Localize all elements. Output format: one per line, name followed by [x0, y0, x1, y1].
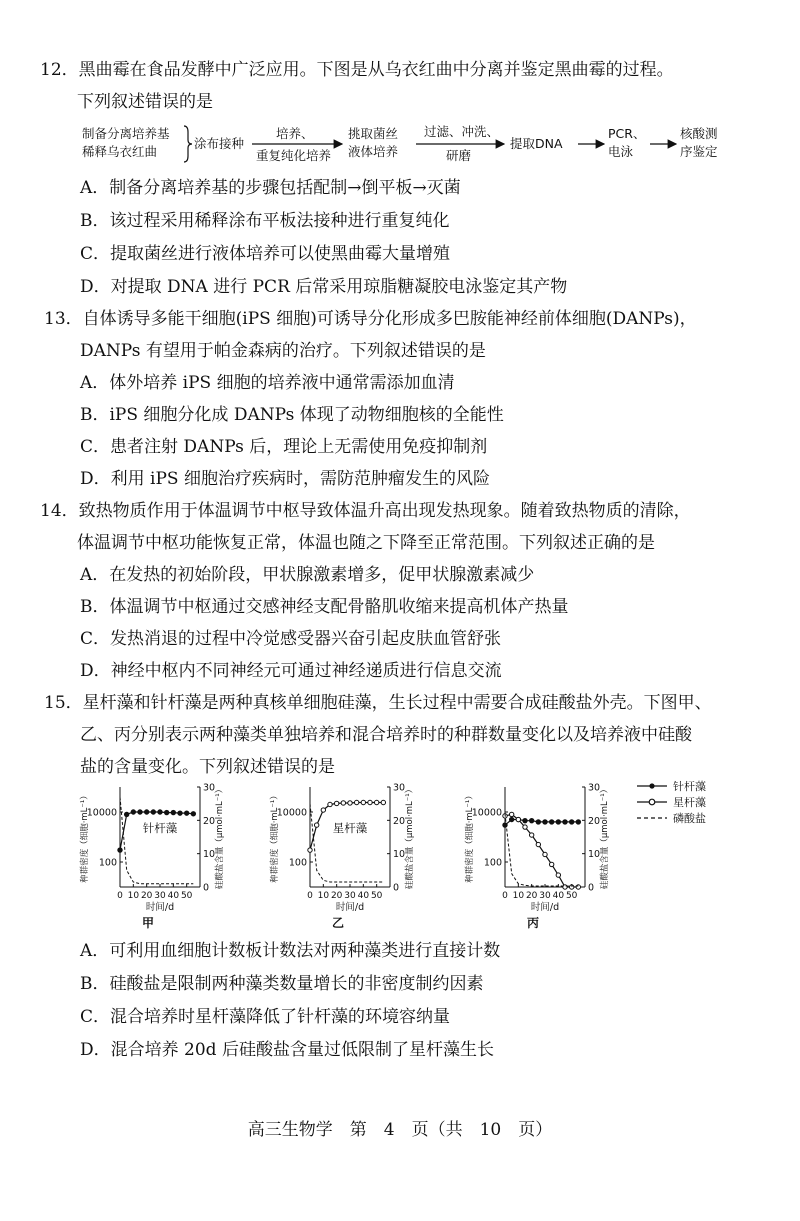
data-point: [158, 810, 162, 814]
data-point: [374, 800, 378, 804]
page-footer: 高三生物学 第 4 页（共 10 页）: [247, 1120, 553, 1140]
y-tick-label-left: 10000: [86, 807, 117, 819]
y-tick-label-right: 30: [588, 782, 601, 794]
y-tick-label-right: 30: [203, 782, 216, 794]
series-line: [505, 814, 578, 887]
data-point: [341, 801, 345, 805]
x-tick-label: 20: [140, 891, 153, 901]
q12-option-d: D．对提取 DNA 进行 PCR 后常采用琼脂糖凝胶电泳鉴定其产物: [80, 277, 568, 297]
legend-label-xing: 星杆藻: [673, 796, 706, 809]
flow-box1-line2: 稀释乌衣红曲: [82, 144, 158, 159]
flow-step4-line2: 电泳: [608, 144, 634, 159]
x-tick-label: 40: [167, 891, 180, 901]
data-point: [354, 800, 358, 804]
data-point: [543, 820, 547, 824]
data-point: [569, 885, 573, 889]
q14-option-a: A．在发热的初始阶段，甲状腺激素增多，促甲状腺激素减少: [80, 565, 535, 585]
q15-option-a: A．可利用血细胞计数板计数法对两种藻类进行直接计数: [80, 941, 501, 961]
flow-arrow2-top: 过滤、冲洗、: [424, 124, 500, 139]
q13-option-c: C．患者注射 DANPs 后，理论上无需使用免疫抑制剂: [80, 437, 488, 457]
y-tick-label-right: 20: [203, 815, 216, 827]
data-point: [328, 802, 332, 806]
data-point: [171, 810, 175, 814]
x-axis-label: 时间/d: [145, 902, 175, 913]
data-point: [314, 823, 318, 827]
data-point: [138, 810, 142, 814]
legend-marker-xing: [649, 799, 655, 805]
q12-stem-line2: 下列叙述错误的是: [77, 92, 213, 112]
data-point: [124, 812, 128, 816]
data-point: [576, 820, 580, 824]
flow-step4-line1: PCR、: [608, 126, 646, 141]
chart-panel-yi: [269, 783, 415, 931]
q14-option-b: B．体温调节中枢通过交感神经支配骨骼肌收缩来提高机体产热量: [80, 597, 569, 617]
flow-step5-line2: 序鉴定: [680, 144, 718, 159]
data-point: [191, 812, 195, 816]
chart-inner-label: 星杆藻: [332, 821, 368, 835]
data-point: [516, 817, 520, 821]
y-tick-label-right: 30: [393, 782, 406, 794]
data-point: [509, 817, 513, 821]
y-tick-label-left: 10000: [471, 807, 502, 819]
flow-step1: 涂布接种: [194, 136, 245, 151]
data-point: [381, 800, 385, 804]
y-tick-label-left: 100: [98, 857, 117, 869]
x-axis-label: 时间/d: [335, 902, 365, 913]
y-axis-label-left: 种群密度（细胞·mL⁻¹）: [80, 791, 90, 883]
q14-option-d: D．神经中枢内不同神经元可通过神经递质进行信息交流: [80, 661, 502, 681]
charts-svg: [75, 772, 745, 932]
y-tick-label-left: 10000: [276, 807, 307, 819]
data-point: [131, 810, 135, 814]
series-line: [120, 797, 193, 884]
data-point: [361, 800, 365, 804]
q13-stem-line1: 13．自体诱导多能干细胞(iPS 细胞)可诱导分化形成多巴胺能神经前体细胞(DANPs)，: [44, 309, 697, 329]
y-tick-label-right: 10: [393, 849, 406, 861]
q12-stem-line1: 12．黑曲霉在食品发酵中广泛应用。下图是从乌衣红曲中分离并鉴定黑曲霉的过程。: [40, 60, 674, 80]
x-tick-label: 30: [154, 891, 166, 901]
q14-stem-line2: 体温调节中枢功能恢复正常，体温也随之下降至正常范围。下列叙述正确的是: [77, 533, 655, 553]
data-point: [556, 873, 560, 877]
chart-panel-jia: [79, 783, 225, 931]
data-point: [144, 810, 148, 814]
data-point: [368, 800, 372, 804]
x-tick-label: 50: [180, 891, 193, 901]
data-point: [549, 820, 553, 824]
y-tick-label-left: 100: [288, 857, 307, 869]
flow-arrow2-bottom: 研磨: [446, 148, 472, 163]
data-point: [529, 818, 533, 822]
q14-stem-line1: 14．致热物质作用于体温调节中枢导致体温升高出现发热现象。随着致热物质的清除，: [40, 501, 691, 521]
flow-box1-line1: 制备分离培养基: [82, 126, 170, 141]
x-axis-label: 时间/d: [530, 902, 560, 913]
chart-title: 乙: [331, 916, 345, 930]
legend-label-zhen: 针杆藻: [673, 780, 706, 793]
chart-title: 甲: [141, 916, 155, 930]
data-point: [178, 811, 182, 815]
q15-stem-line3: 盐的含量变化。下列叙述错误的是: [80, 757, 335, 777]
y-tick-label-right: 10: [203, 849, 216, 861]
data-point: [536, 820, 540, 824]
q13-stem-line2: DANPs 有望用于帕金森病的治疗。下列叙述错误的是: [80, 341, 486, 361]
y-axis-label-right: 硅酸盐含量（μmol·mL⁻¹）: [600, 784, 610, 890]
data-point: [334, 801, 338, 805]
y-axis-label-left: 种群密度（细胞·mL⁻¹）: [270, 791, 280, 883]
data-point: [523, 825, 527, 829]
x-tick-label: 0: [117, 891, 123, 901]
y-axis-label-left: 种群密度（细胞·mL⁻¹）: [465, 791, 475, 883]
chart-panel-bing: [464, 783, 610, 931]
chart-legend: [637, 779, 706, 825]
data-point: [563, 820, 567, 824]
flow-arrow1-top: 培养、: [276, 126, 314, 141]
q14-option-c: C．发热消退的过程中冷觉感受器兴奋引起皮肤血管舒张: [80, 629, 502, 649]
chart-inner-label: 针杆藻: [142, 821, 178, 835]
flow-step2-line2: 液体培养: [348, 144, 399, 159]
data-point: [543, 852, 547, 856]
legend-marker-zhen: [649, 783, 654, 788]
chart-title: 丙: [526, 916, 540, 930]
y-tick-label-right: 0: [393, 882, 400, 894]
x-tick-label: 0: [502, 891, 508, 901]
x-tick-label: 30: [344, 891, 356, 901]
data-point: [509, 812, 513, 816]
data-point: [184, 811, 188, 815]
flow-arrow1-bottom: 重复纯化培养: [256, 148, 332, 163]
flow-step2-line1: 挑取菌丝: [348, 126, 399, 141]
q15-option-b: B．硅酸盐是限制两种藻类数量增长的非密度制约因素: [80, 974, 484, 994]
x-tick-label: 50: [370, 891, 383, 901]
data-point: [536, 842, 540, 846]
x-tick-label: 50: [565, 891, 578, 901]
x-tick-label: 0: [307, 891, 313, 901]
data-point: [321, 808, 325, 812]
data-point: [549, 862, 553, 866]
y-tick-label-right: 0: [588, 882, 595, 894]
q12-option-c: C．提取菌丝进行液体培养可以使黑曲霉大量增殖: [80, 244, 451, 264]
y-tick-label-right: 10: [588, 849, 601, 861]
q15-stem-line1: 15．星杆藻和针杆藻是两种真核单细胞硅藻，生长过程中需要合成硅酸盐外壳。下图甲、: [44, 693, 712, 713]
x-tick-label: 20: [525, 891, 538, 901]
data-point: [569, 820, 573, 824]
y-tick-label-left: 100: [483, 857, 502, 869]
y-axis-label-right: 硅酸盐含量（μmol·mL⁻¹）: [215, 784, 225, 890]
q13-option-b: B．iPS 细胞分化成 DANPs 体现了动物细胞核的全能性: [80, 405, 504, 425]
q15-stem-line2: 乙、丙分别表示两种藻类单独培养和混合培养时的种群数量变化以及培养液中硅酸: [80, 725, 692, 745]
q13-option-d: D．利用 iPS 细胞治疗疾病时，需防范肿瘤发生的风险: [80, 469, 490, 489]
q15-option-c: C．混合培养时星杆藻降低了针杆藻的环境容纳量: [80, 1007, 451, 1027]
legend-label-silicate: 磷酸盐: [673, 812, 706, 825]
y-axis-label-right: 硅酸盐含量（μmol·mL⁻¹）: [405, 784, 415, 890]
x-tick-label: 30: [539, 891, 551, 901]
y-tick-label-right: 0: [203, 882, 210, 894]
y-tick-label-right: 20: [393, 815, 406, 827]
data-point: [556, 820, 560, 824]
flow-brace: [184, 126, 192, 162]
data-point: [118, 848, 122, 852]
flow-svg: [80, 118, 740, 170]
x-tick-label: 10: [512, 891, 525, 901]
x-tick-label: 40: [552, 891, 565, 901]
data-point: [563, 885, 567, 889]
y-tick-label-right: 20: [588, 815, 601, 827]
data-point: [308, 848, 312, 852]
flow-step3: 提取DNA: [510, 136, 563, 151]
data-point: [151, 810, 155, 814]
data-point: [576, 885, 580, 889]
q12-option-b: B．该过程采用稀释涂布平板法接种进行重复纯化: [80, 211, 450, 231]
q13-option-a: A．体外培养 iPS 细胞的培养液中通常需添加血清: [80, 373, 455, 393]
data-point: [529, 833, 533, 837]
q12-option-a: A．制备分离培养基的步骤包括配制→倒平板→灭菌: [80, 178, 461, 198]
x-tick-label: 40: [357, 891, 370, 901]
data-point: [348, 801, 352, 805]
data-point: [523, 818, 527, 822]
flow-step5-line1: 核酸测: [680, 126, 718, 141]
x-tick-label: 10: [317, 891, 330, 901]
q15-option-d: D．混合培养 20d 后硅酸盐含量过低限制了星杆藻生长: [80, 1040, 494, 1060]
x-tick-label: 10: [127, 891, 140, 901]
q12-flow-diagram: [80, 118, 740, 170]
data-point: [164, 810, 168, 814]
q15-charts: [75, 772, 745, 932]
x-tick-label: 20: [330, 891, 343, 901]
